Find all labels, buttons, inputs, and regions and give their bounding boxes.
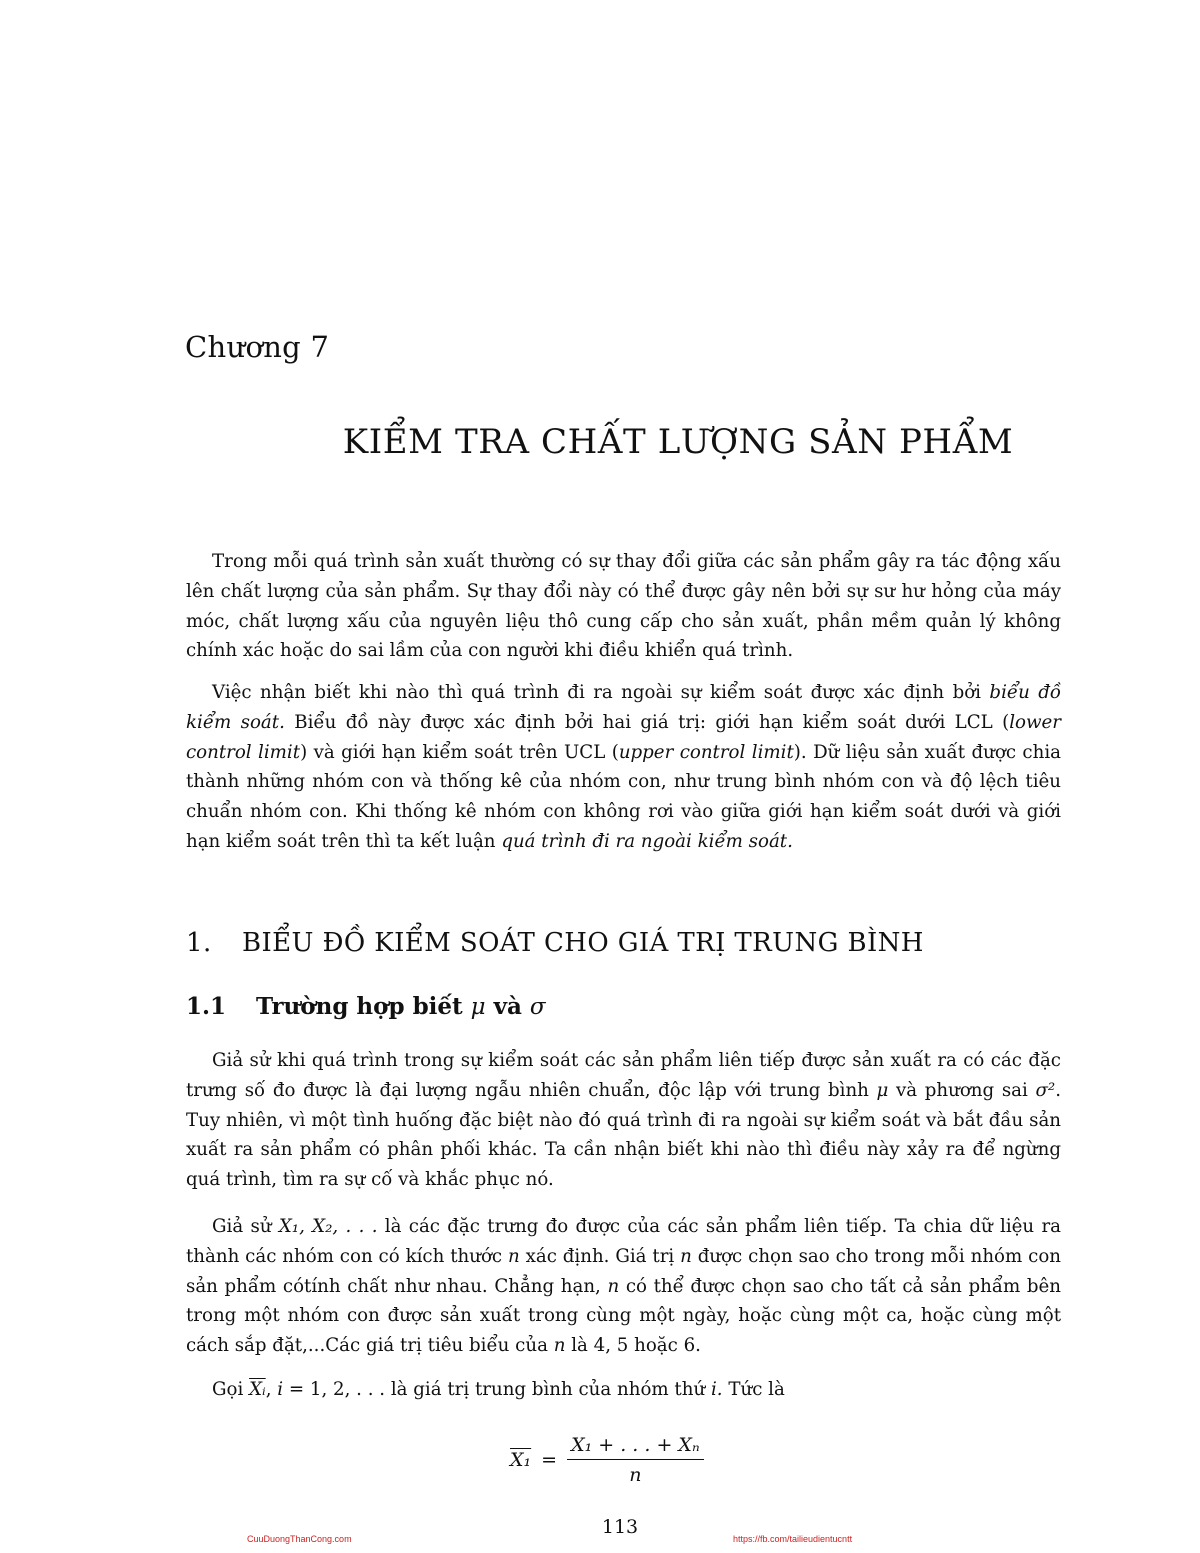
- chapter-label: Chương 7: [185, 330, 330, 364]
- p4-n-3: n: [607, 1275, 620, 1297]
- subsection-sigma-symbol: σ: [529, 994, 546, 1020]
- p4-text-c: xác định. Giá trị: [519, 1245, 681, 1267]
- footer-right-link[interactable]: https://fb.com/tailieudientucntt: [733, 1534, 853, 1544]
- chapter-title: KIỂM TRA CHẤT LƯỢNG SẢN PHẨM: [342, 422, 1014, 462]
- p5-text-d: Tức là: [722, 1379, 785, 1400]
- formula-equals: =: [541, 1449, 558, 1471]
- p2-emphasis-ucl: upper control limit: [618, 741, 794, 763]
- p3-text-c: . Tuy nhiên, vì một tình huống đặc biệt nào đó quá trình đi ra ngoài sự kiểm soát và bắt đầu sản xuất ra sản phẩm có phân phối khác. Ta cần nhận biết khi nào thì điều này xảy ra để ngừng quá trình, tìm ra sự cố và khắc phục nó.: [186, 1079, 1061, 1191]
- p3-sigma-squared: σ²: [1035, 1079, 1056, 1101]
- p4-text-f: là 4, 5 hoặc 6.: [565, 1335, 701, 1357]
- formula-numerator: X₁ + . . . + Xₙ: [567, 1434, 704, 1460]
- p4-x-sequence: X₁, X₂, . . .: [278, 1216, 378, 1237]
- p2-text-c: ) và giới hạn kiểm soát trên UCL (: [300, 741, 619, 763]
- p5-text-a: Gọi: [212, 1379, 250, 1400]
- p4-text-d: được chọn sao cho trong mỗi nhóm con sản phẩm cótính chất như nhau. Chẳng hạn,: [186, 1245, 1061, 1297]
- p2-emphasis-out-of-control: quá trình đi ra ngoài kiểm soát.: [501, 830, 793, 852]
- body-paragraph-5: [186, 1375, 1061, 1405]
- p2-emphasis-control-chart: biểu đồ kiểm soát.: [186, 682, 1061, 733]
- subsection-mu-symbol: μ: [470, 994, 486, 1020]
- formula-denominator: n: [629, 1464, 642, 1486]
- page-number: 113: [601, 1516, 639, 1538]
- intro-paragraph-1-text: Trong mỗi quá trình sản xuất thường có sự thay đổi giữa các sản phẩm gây ra tác động xấu lên chất lượng của sản phẩm. Sự thay đổi này có thể được gây nên bởi sự sư hư hỏng của máy móc, chất lượng xấu của nguyên liệu thô cung cấp cho sản xuất, phần mềm quản lý không chính xác hoặc do sai lầm của con người khi điều khiển quá trình.: [186, 551, 1061, 662]
- subsection-number: 1.1: [186, 993, 227, 1020]
- p4-n-2: n: [680, 1245, 692, 1267]
- section-heading: [186, 928, 924, 958]
- formula-lhs: X₁: [510, 1449, 532, 1471]
- body-paragraph-4: [186, 1212, 1061, 1361]
- mean-formula: [510, 1430, 704, 1490]
- p3-mu: μ: [876, 1079, 889, 1101]
- p5-text-c: = 1, 2, . . . là giá trị trung bình của nhóm thứ: [283, 1379, 711, 1400]
- subsection-title-text: Trường hợp biết: [256, 993, 471, 1020]
- p3-text-a: Giả sử khi quá trình trong sự kiểm soát các sản phẩm liên tiếp được sản xuất ra có các đặc trưng số đo được là đại lượng ngẫu nhiên chuẩn, độc lập với trung bình: [186, 1050, 1061, 1101]
- body-paragraph-3: [186, 1046, 1061, 1195]
- subsection-heading: [186, 993, 546, 1020]
- p4-text-b: là các đặc trưng đo được của các sản phẩm liên tiếp. Ta chia dữ liệu ra thành các nhóm con có kích thước: [186, 1216, 1061, 1267]
- intro-paragraph-2: [186, 678, 1061, 857]
- section-title: BIỂU ĐỒ KIỂM SOÁT CHO GIÁ TRỊ TRUNG BÌNH: [242, 928, 924, 958]
- p3-text-b: và phương sai: [888, 1079, 1036, 1101]
- subsection-and-text: và: [485, 993, 530, 1020]
- section-number: 1.: [186, 928, 212, 958]
- p5-i: i: [277, 1379, 284, 1400]
- p5-text-b: ,: [265, 1379, 278, 1400]
- p2-text-a: Việc nhận biết khi nào thì quá trình đi ra ngoài sự kiểm soát được xác định bởi: [212, 682, 990, 703]
- p2-text-b: Biểu đồ này được xác định bởi hai giá trị: giới hạn kiểm soát dưới LCL (: [284, 711, 1010, 733]
- p2-emphasis-lcl: lower control limit: [186, 711, 1061, 763]
- p4-text-e: có thể được chọn sao cho tất cả sản phẩm bên trong một nhóm con được sản xuất trong cùng một ngày, hoặc cùng một ca, hoặc cùng một cách sắp đặt,...Các giá trị tiêu biểu của: [186, 1275, 1061, 1357]
- p5-i-2: i.: [710, 1379, 723, 1400]
- p4-text-a: Giả sử: [212, 1216, 279, 1237]
- formula-fraction: [567, 1434, 704, 1486]
- p2-text-d: ). Dữ liệu sản xuất được chia thành những nhóm con và thống kê của nhóm con, như trung bình nhóm con và độ lệch tiêu chuẩn nhóm con. Khi thống kê nhóm con không rơi vào giữa giới hạn kiểm soát dưới và giới hạn kiểm soát trên thì ta kết luận: [186, 741, 1061, 852]
- p4-n-1: n: [507, 1245, 520, 1267]
- intro-paragraph-1: [186, 547, 1061, 666]
- footer-left-link[interactable]: CuuDuongThanCong.com: [247, 1534, 352, 1544]
- p5-x-bar-i: $\overline{Xᵢ}$: [249, 1379, 266, 1400]
- p4-n-4: n: [553, 1335, 566, 1357]
